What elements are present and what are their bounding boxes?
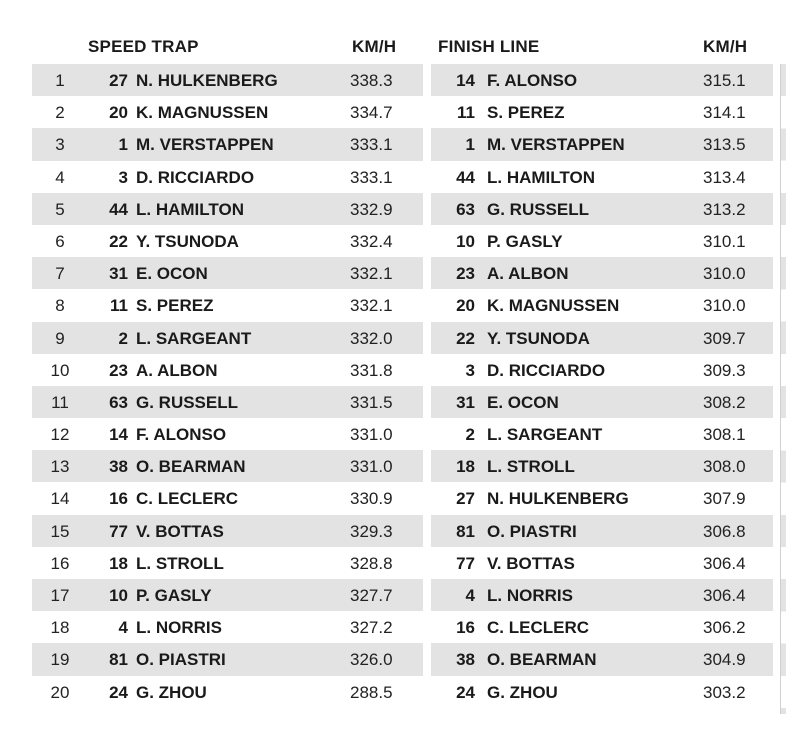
position-cell: 9 — [55, 328, 65, 348]
finish-line-title: FINISH LINE — [438, 37, 540, 56]
speed-cell: 306.4 — [703, 586, 746, 605]
driver-name-cell: K. MAGNUSSEN — [136, 103, 269, 123]
driver-name-cell: K. MAGNUSSEN — [487, 296, 620, 316]
speed-cell: 308.1 — [703, 425, 746, 445]
table-row — [431, 547, 773, 579]
speed-cell: 306.8 — [703, 521, 746, 541]
table-row — [431, 257, 773, 289]
position-cell: 1 — [55, 71, 65, 90]
driver-name-cell: S. PEREZ — [136, 296, 214, 316]
speed-cell: 309.3 — [703, 360, 746, 380]
driver-name-cell: M. VERSTAPPEN — [136, 135, 274, 155]
speed-cell: 313.4 — [703, 167, 746, 187]
table-row — [431, 418, 773, 450]
car-number-cell: 11 — [110, 296, 128, 316]
speed-cell: 315.1 — [703, 71, 746, 90]
speed-cell: 327.7 — [350, 586, 393, 605]
driver-name-cell: O. PIASTRI — [487, 521, 577, 541]
table-row — [32, 515, 423, 547]
speed-cell: 307.9 — [703, 489, 746, 509]
table-row — [32, 547, 423, 579]
speed-trap-rows — [32, 64, 423, 708]
car-number-cell: 2 — [465, 425, 475, 445]
car-number-cell: 24 — [456, 682, 475, 702]
speed-cell: 306.2 — [703, 618, 746, 638]
position-cell: 15 — [50, 521, 70, 541]
table-row — [32, 643, 423, 675]
car-number-cell: 1 — [465, 135, 475, 155]
position-cell: 14 — [50, 489, 70, 509]
driver-name-cell: C. LECLERC — [136, 489, 238, 509]
table-row — [431, 611, 773, 643]
speed-cell: 314.1 — [703, 103, 746, 123]
car-number-cell: 2 — [118, 328, 128, 348]
table-row — [32, 161, 423, 193]
speed-cell: 330.9 — [350, 489, 393, 509]
table-row — [32, 482, 423, 514]
table-row — [32, 418, 423, 450]
speed-trap-header — [32, 30, 423, 64]
table-row — [431, 482, 773, 514]
speed-cell: 333.1 — [350, 167, 393, 187]
car-number-cell: 10 — [456, 231, 475, 251]
driver-name-cell: A. ALBON — [487, 264, 569, 284]
car-number-cell: 27 — [109, 71, 128, 90]
table-row — [431, 676, 773, 708]
speed-cell: 331.0 — [350, 425, 393, 445]
table-row — [431, 579, 773, 611]
car-number-cell: 63 — [109, 392, 128, 412]
car-number-cell: 22 — [109, 231, 128, 251]
driver-name-cell: O. BEARMAN — [136, 457, 246, 477]
car-number-cell: 38 — [109, 457, 128, 477]
table-row — [32, 611, 423, 643]
position-cell: 18 — [50, 618, 70, 638]
finish-line-header — [431, 30, 773, 64]
speed-cell: 332.9 — [350, 199, 393, 219]
driver-name-cell: E. OCON — [487, 392, 559, 412]
speed-cell: 334.7 — [350, 103, 393, 123]
position-cell: 4 — [55, 167, 65, 187]
driver-name-cell: P. GASLY — [487, 231, 563, 251]
car-number-cell: 18 — [109, 553, 128, 573]
driver-name-cell: Y. TSUNODA — [487, 328, 590, 348]
car-number-cell: 16 — [109, 489, 128, 509]
speed-cell: 329.3 — [350, 521, 393, 541]
driver-name-cell: L. SARGEANT — [487, 425, 603, 445]
speed-cell: 332.4 — [350, 231, 393, 251]
table-row — [32, 225, 423, 257]
driver-name-cell: L. NORRIS — [487, 586, 573, 605]
car-number-cell: 63 — [456, 199, 475, 219]
speed-cell: 310.1 — [703, 231, 746, 251]
table-row — [431, 193, 773, 225]
car-number-cell: 14 — [456, 71, 475, 90]
car-number-cell: 20 — [109, 103, 128, 123]
position-cell: 12 — [50, 425, 70, 445]
table-row — [431, 225, 773, 257]
table-row — [431, 386, 773, 418]
table-row — [431, 128, 773, 160]
car-number-cell: 77 — [456, 553, 475, 573]
car-number-cell: 16 — [456, 618, 475, 638]
position-cell: 5 — [55, 199, 65, 219]
table-row — [431, 161, 773, 193]
driver-name-cell: L. HAMILTON — [487, 167, 595, 187]
driver-name-cell: D. RICCIARDO — [136, 167, 255, 187]
car-number-cell: 14 — [109, 425, 128, 445]
table-row — [32, 257, 423, 289]
speed-cell: 331.0 — [350, 457, 393, 477]
car-number-cell: 1 — [118, 135, 128, 155]
driver-name-cell: P. GASLY — [136, 586, 212, 605]
driver-name-cell: M. VERSTAPPEN — [487, 135, 625, 155]
car-number-cell: 10 — [109, 586, 128, 605]
car-number-cell: 18 — [456, 457, 475, 477]
position-cell: 2 — [55, 103, 65, 123]
car-number-cell: 38 — [456, 650, 475, 670]
table-row — [32, 128, 423, 160]
car-number-cell: 23 — [109, 360, 128, 380]
driver-name-cell: N. HULKENBERG — [136, 71, 278, 90]
finish-line-unit: KM/H — [703, 37, 748, 56]
speed-cell: 310.0 — [703, 264, 746, 284]
table-row — [431, 354, 773, 386]
car-number-cell: 81 — [109, 650, 128, 670]
position-cell: 17 — [50, 586, 70, 605]
table-row — [431, 450, 773, 482]
position-cell: 19 — [50, 650, 70, 670]
table-row — [32, 676, 423, 708]
position-cell: 13 — [50, 457, 70, 477]
table-row — [431, 64, 773, 96]
car-number-cell: 3 — [118, 167, 128, 187]
table-row — [32, 64, 423, 96]
car-number-cell: 3 — [465, 360, 475, 380]
table-row — [431, 515, 773, 547]
speed-cell: 313.5 — [703, 135, 746, 155]
car-number-cell: 4 — [465, 586, 475, 605]
car-number-cell: 11 — [457, 103, 475, 123]
driver-name-cell: E. OCON — [136, 264, 208, 284]
position-cell: 10 — [50, 360, 70, 380]
car-number-cell: 20 — [456, 296, 475, 316]
speed-cell: 332.0 — [350, 328, 393, 348]
speed-cell: 331.5 — [350, 392, 393, 412]
position-cell: 3 — [55, 135, 65, 155]
driver-name-cell: G. ZHOU — [136, 682, 207, 702]
speed-cell: 306.4 — [703, 553, 746, 573]
position-cell: 8 — [55, 296, 65, 316]
position-cell: 20 — [50, 682, 70, 702]
table-row — [32, 579, 423, 611]
driver-name-cell: G. RUSSELL — [136, 392, 239, 412]
table-row — [32, 450, 423, 482]
car-number-cell: 31 — [456, 392, 475, 412]
driver-name-cell: N. HULKENBERG — [487, 489, 629, 509]
table-row — [32, 289, 423, 321]
driver-name-cell: D. RICCIARDO — [487, 360, 606, 380]
car-number-cell: 4 — [118, 618, 128, 638]
speed-cell: 308.2 — [703, 392, 746, 412]
driver-name-cell: L. NORRIS — [136, 618, 222, 638]
driver-name-cell: G. ZHOU — [487, 682, 558, 702]
car-number-cell: 24 — [109, 682, 128, 702]
table-row — [32, 354, 423, 386]
speed-cell: 331.8 — [350, 360, 393, 380]
speed-cell: 327.2 — [350, 618, 393, 638]
table-row — [431, 322, 773, 354]
driver-name-cell: L. SARGEANT — [136, 328, 252, 348]
table-row — [431, 643, 773, 675]
table-row — [32, 96, 423, 128]
speed-cell: 303.2 — [703, 682, 746, 702]
speed-cell: 288.5 — [350, 682, 393, 702]
speed-trap-title: SPEED TRAP — [88, 37, 199, 56]
car-number-cell: 22 — [456, 328, 475, 348]
speed-cell: 309.7 — [703, 328, 746, 348]
driver-name-cell: L. STROLL — [136, 553, 224, 573]
driver-name-cell: F. ALONSO — [487, 71, 578, 90]
car-number-cell: 31 — [109, 264, 128, 284]
table-row — [431, 289, 773, 321]
table-row — [431, 96, 773, 128]
car-number-cell: 44 — [109, 199, 128, 219]
position-cell: 16 — [50, 553, 70, 573]
position-cell: 6 — [55, 231, 65, 251]
speed-cell: 310.0 — [703, 296, 746, 316]
driver-name-cell: V. BOTTAS — [487, 553, 575, 573]
driver-name-cell: L. HAMILTON — [136, 199, 244, 219]
table-row — [32, 193, 423, 225]
table-row — [32, 386, 423, 418]
speed-trap-unit: KM/H — [352, 37, 397, 56]
speed-cell: 313.2 — [703, 199, 746, 219]
speed-cell: 326.0 — [350, 650, 393, 670]
driver-name-cell: C. LECLERC — [487, 618, 589, 638]
car-number-cell: 81 — [456, 521, 475, 541]
finish-line-rows — [431, 64, 773, 708]
speed-cell: 333.1 — [350, 135, 393, 155]
finish-line-table — [431, 30, 773, 708]
car-number-cell: 27 — [456, 489, 475, 509]
driver-name-cell: S. PEREZ — [487, 103, 565, 123]
speed-cell: 308.0 — [703, 457, 746, 477]
driver-name-cell: O. BEARMAN — [487, 650, 597, 670]
speed-cell: 332.1 — [350, 264, 393, 284]
position-cell: 7 — [55, 264, 65, 284]
table-row — [32, 322, 423, 354]
speed-cell: 304.9 — [703, 650, 746, 670]
position-cell: 11 — [51, 392, 69, 412]
driver-name-cell: L. STROLL — [487, 457, 575, 477]
speed-cell: 328.8 — [350, 553, 393, 573]
driver-name-cell: V. BOTTAS — [136, 521, 224, 541]
car-number-cell: 77 — [109, 521, 128, 541]
driver-name-cell: F. ALONSO — [136, 425, 227, 445]
driver-name-cell: O. PIASTRI — [136, 650, 226, 670]
speed-cell: 332.1 — [350, 296, 393, 316]
speed-trap-table — [32, 30, 423, 708]
car-number-cell: 23 — [456, 264, 475, 284]
driver-name-cell: G. RUSSELL — [487, 199, 590, 219]
speed-cell: 338.3 — [350, 71, 393, 90]
driver-name-cell: A. ALBON — [136, 360, 218, 380]
driver-name-cell: Y. TSUNODA — [136, 231, 239, 251]
adjacent-table-edge — [780, 64, 786, 714]
car-number-cell: 44 — [456, 167, 475, 187]
